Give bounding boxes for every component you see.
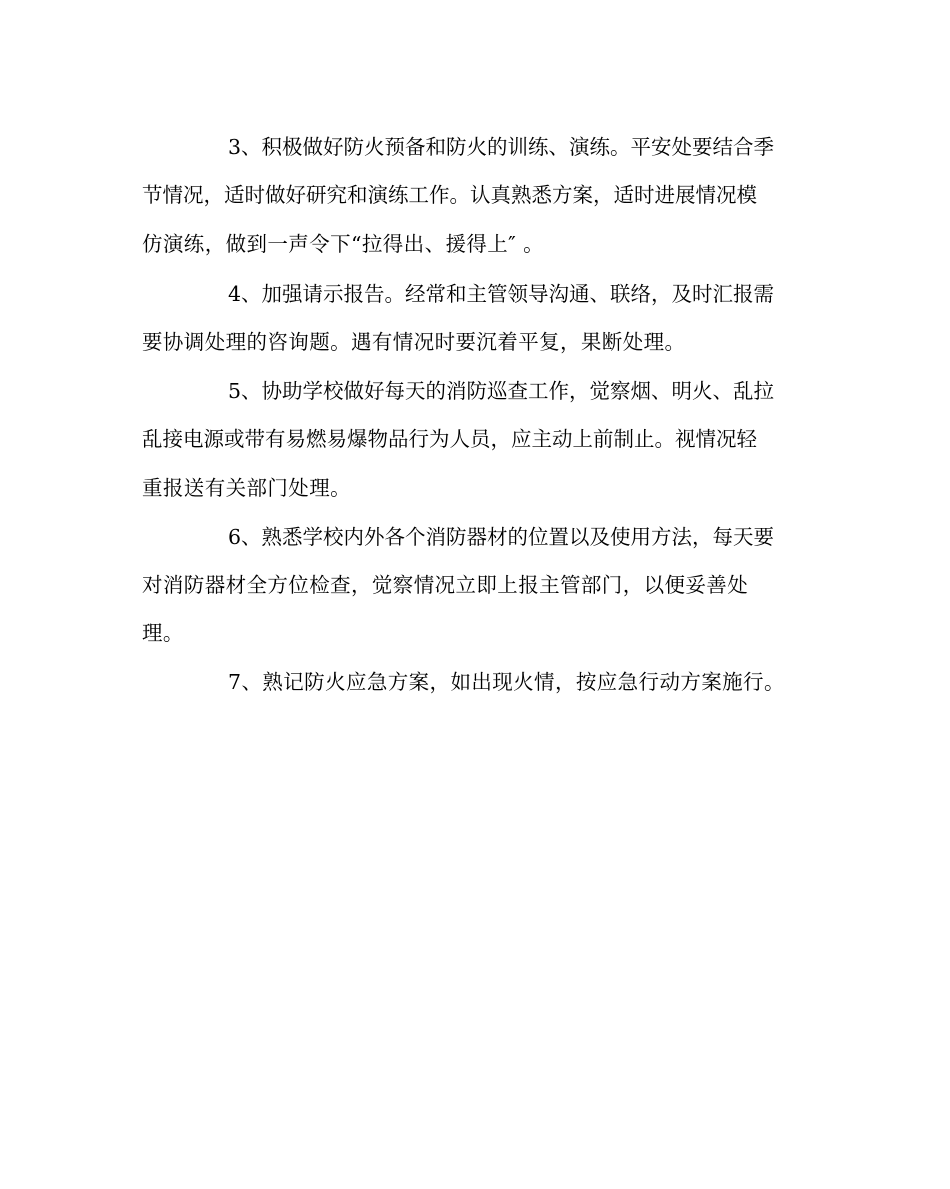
paragraph-5-line-3: 重报送有关部门处理。 <box>142 476 351 500</box>
paragraph-4-line-1: 4、加强请示报告。经常和主管领导沟通、联络，及时汇报需 <box>228 282 775 306</box>
paragraph-4-line-2: 要协调处理的咨询题。遇有情况时要沉着平复，果断处理。 <box>142 330 686 354</box>
paragraph-6-line-2: 对消防器材全方位检查，觉察情况立即上报主管部门，以便妥善处 <box>142 573 749 597</box>
paragraph-7-line-1: 7、熟记防火应急方案，如出现火情，按应急行动方案施行。 <box>228 670 785 694</box>
paragraph-5-line-1: 5、协助学校做好每天的消防巡查工作，觉察烟、明火、乱拉 <box>228 379 775 403</box>
paragraph-6-line-1: 6、熟悉学校内外各个消防器材的位置以及使用方法，每天要 <box>228 525 775 549</box>
paragraph-6-line-3: 理。 <box>142 621 184 645</box>
paragraph-5-line-2: 乱接电源或带有易燃易爆物品行为人员，应主动上前制止。视情况轻 <box>142 427 757 451</box>
paragraph-3-line-3: 仿演练，做到一声令下“拉得出、援得上″ 。 <box>142 232 545 256</box>
paragraph-3-line-1: 3、积极做好防火预备和防火的训练、演练。平安处要结合季 <box>228 135 775 159</box>
paragraph-3-line-2: 节情况，适时做好研究和演练工作。认真熟悉方案，适时进展情况模 <box>142 183 757 207</box>
